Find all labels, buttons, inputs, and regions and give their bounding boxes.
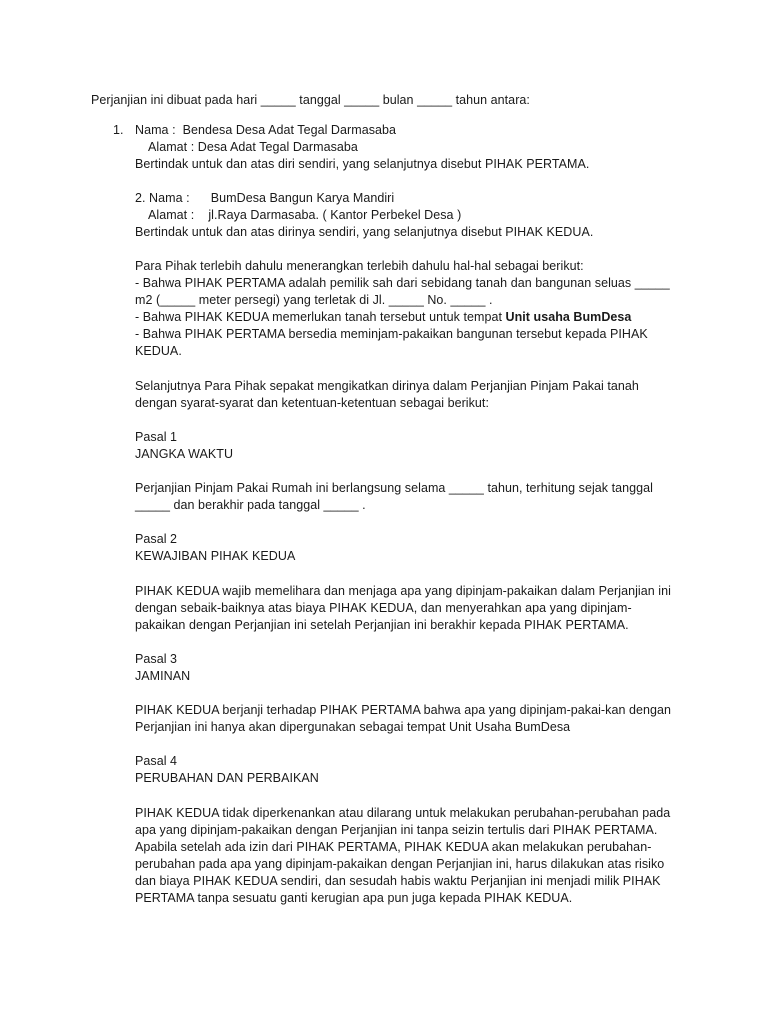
pasal2-text: PIHAK KEDUA wajib memelihara dan menjaga apa yang dipinjam-pakaikan dalam Perjanjian ini xyxy=(135,584,671,598)
pasal4-text: PERTAMA tanpa sesuatu ganti kerugian apa pun juga kepada PIHAK KEDUA. xyxy=(135,891,573,905)
pasal1-text: _____ dan berakhir pada tanggal _____ . xyxy=(135,498,366,512)
pasal4-text: apa yang dipinjam-pakaikan dengan Perjanjian ini tanpa seizin tertulis dari PIHAK PERTAMA. xyxy=(135,823,658,837)
pasal3-text: Perjanjian ini hanya akan dipergunakan sebagai tempat Unit Usaha BumDesa xyxy=(135,720,571,734)
pasal3-text: PIHAK KEDUA berjanji terhadap PIHAK PERTAMA bahwa apa yang dipinjam-pakai-kan dengan xyxy=(135,703,671,717)
pasal2-number: Pasal 2 xyxy=(135,532,178,546)
recital-line xyxy=(135,309,631,326)
party2-address: Alamat : jl.Raya Darmasaba. ( Kantor Perbekel Desa ) xyxy=(148,208,462,222)
recital-text: - Bahwa PIHAK KEDUA memerlukan tanah tersebut untuk tempat xyxy=(135,310,506,324)
pasal3-number: Pasal 3 xyxy=(135,652,178,666)
party1-role: Bertindak untuk dan atas diri sendiri, yang selanjutnya disebut PIHAK PERTAMA. xyxy=(135,157,590,171)
pasal3-title: JAMINAN xyxy=(135,669,191,683)
agreement-line: dengan syarat-syarat dan ketentuan-ketentuan sebagai berikut: xyxy=(135,396,489,410)
agreement-line: Selanjutnya Para Pihak sepakat mengikatkan dirinya dalam Perjanjian Pinjam Pakai tanah xyxy=(135,379,639,393)
party2-role: Bertindak untuk dan atas dirinya sendiri, yang selanjutnya disebut PIHAK KEDUA. xyxy=(135,225,594,239)
party1-number: 1. xyxy=(113,123,124,137)
pasal1-title: JANGKA WAKTU xyxy=(135,447,234,461)
recital-line: - Bahwa PIHAK PERTAMA bersedia meminjam-pakaikan bangunan tersebut kepada PIHAK xyxy=(135,327,648,341)
pasal4-text: dan biaya PIHAK KEDUA sendiri, dan sesudah habis waktu Perjanjian ini menjadi milik PIHAK xyxy=(135,874,661,888)
party1-address: Alamat : Desa Adat Tegal Darmasaba xyxy=(148,140,358,154)
recitals-intro: Para Pihak terlebih dahulu menerangkan terlebih dahulu hal-hal sebagai berikut: xyxy=(135,259,584,273)
pasal4-title: PERUBAHAN DAN PERBAIKAN xyxy=(135,771,319,785)
pasal2-text: dengan sebaik-baiknya atas biaya PIHAK KEDUA, dan menyerahkan apa yang dipinjam- xyxy=(135,601,632,615)
party1-name: Nama : Bendesa Desa Adat Tegal Darmasaba xyxy=(135,123,396,137)
pasal1-number: Pasal 1 xyxy=(135,430,178,444)
recital-bold-term: Unit usaha BumDesa xyxy=(505,310,632,324)
pasal2-title: KEWAJIBAN PIHAK KEDUA xyxy=(135,549,296,563)
pasal2-text: pakaikan dengan Perjanjian ini setelah Perjanjian ini berakhir kepada PIHAK PERTAMA. xyxy=(135,618,629,632)
recital-line: KEDUA. xyxy=(135,344,182,358)
recital-line: - Bahwa PIHAK PERTAMA adalah pemilik sah dari sebidang tanah dan bangunan seluas _____ xyxy=(135,276,670,290)
party2-name: 2. Nama : BumDesa Bangun Karya Mandiri xyxy=(135,191,395,205)
pasal4-number: Pasal 4 xyxy=(135,754,178,768)
pasal4-text: perubahan pada apa yang dipinjam-pakaikan dengan Perjanjian ini, harus dilakukan atas risiko xyxy=(135,857,665,871)
pasal4-text: Apabila setelah ada izin dari PIHAK PERTAMA, PIHAK KEDUA akan melakukan perubahan- xyxy=(135,840,652,854)
pasal1-text: Perjanjian Pinjam Pakai Rumah ini berlangsung selama _____ tahun, terhitung sejak tanggal xyxy=(135,481,653,495)
recital-line: m2 (_____ meter persegi) yang terletak di Jl. _____ No. _____ . xyxy=(135,293,493,307)
intro-line: Perjanjian ini dibuat pada hari _____ tanggal _____ bulan _____ tahun antara: xyxy=(91,93,530,107)
pasal4-text: PIHAK KEDUA tidak diperkenankan atau dilarang untuk melakukan perubahan-perubahan pada xyxy=(135,806,671,820)
